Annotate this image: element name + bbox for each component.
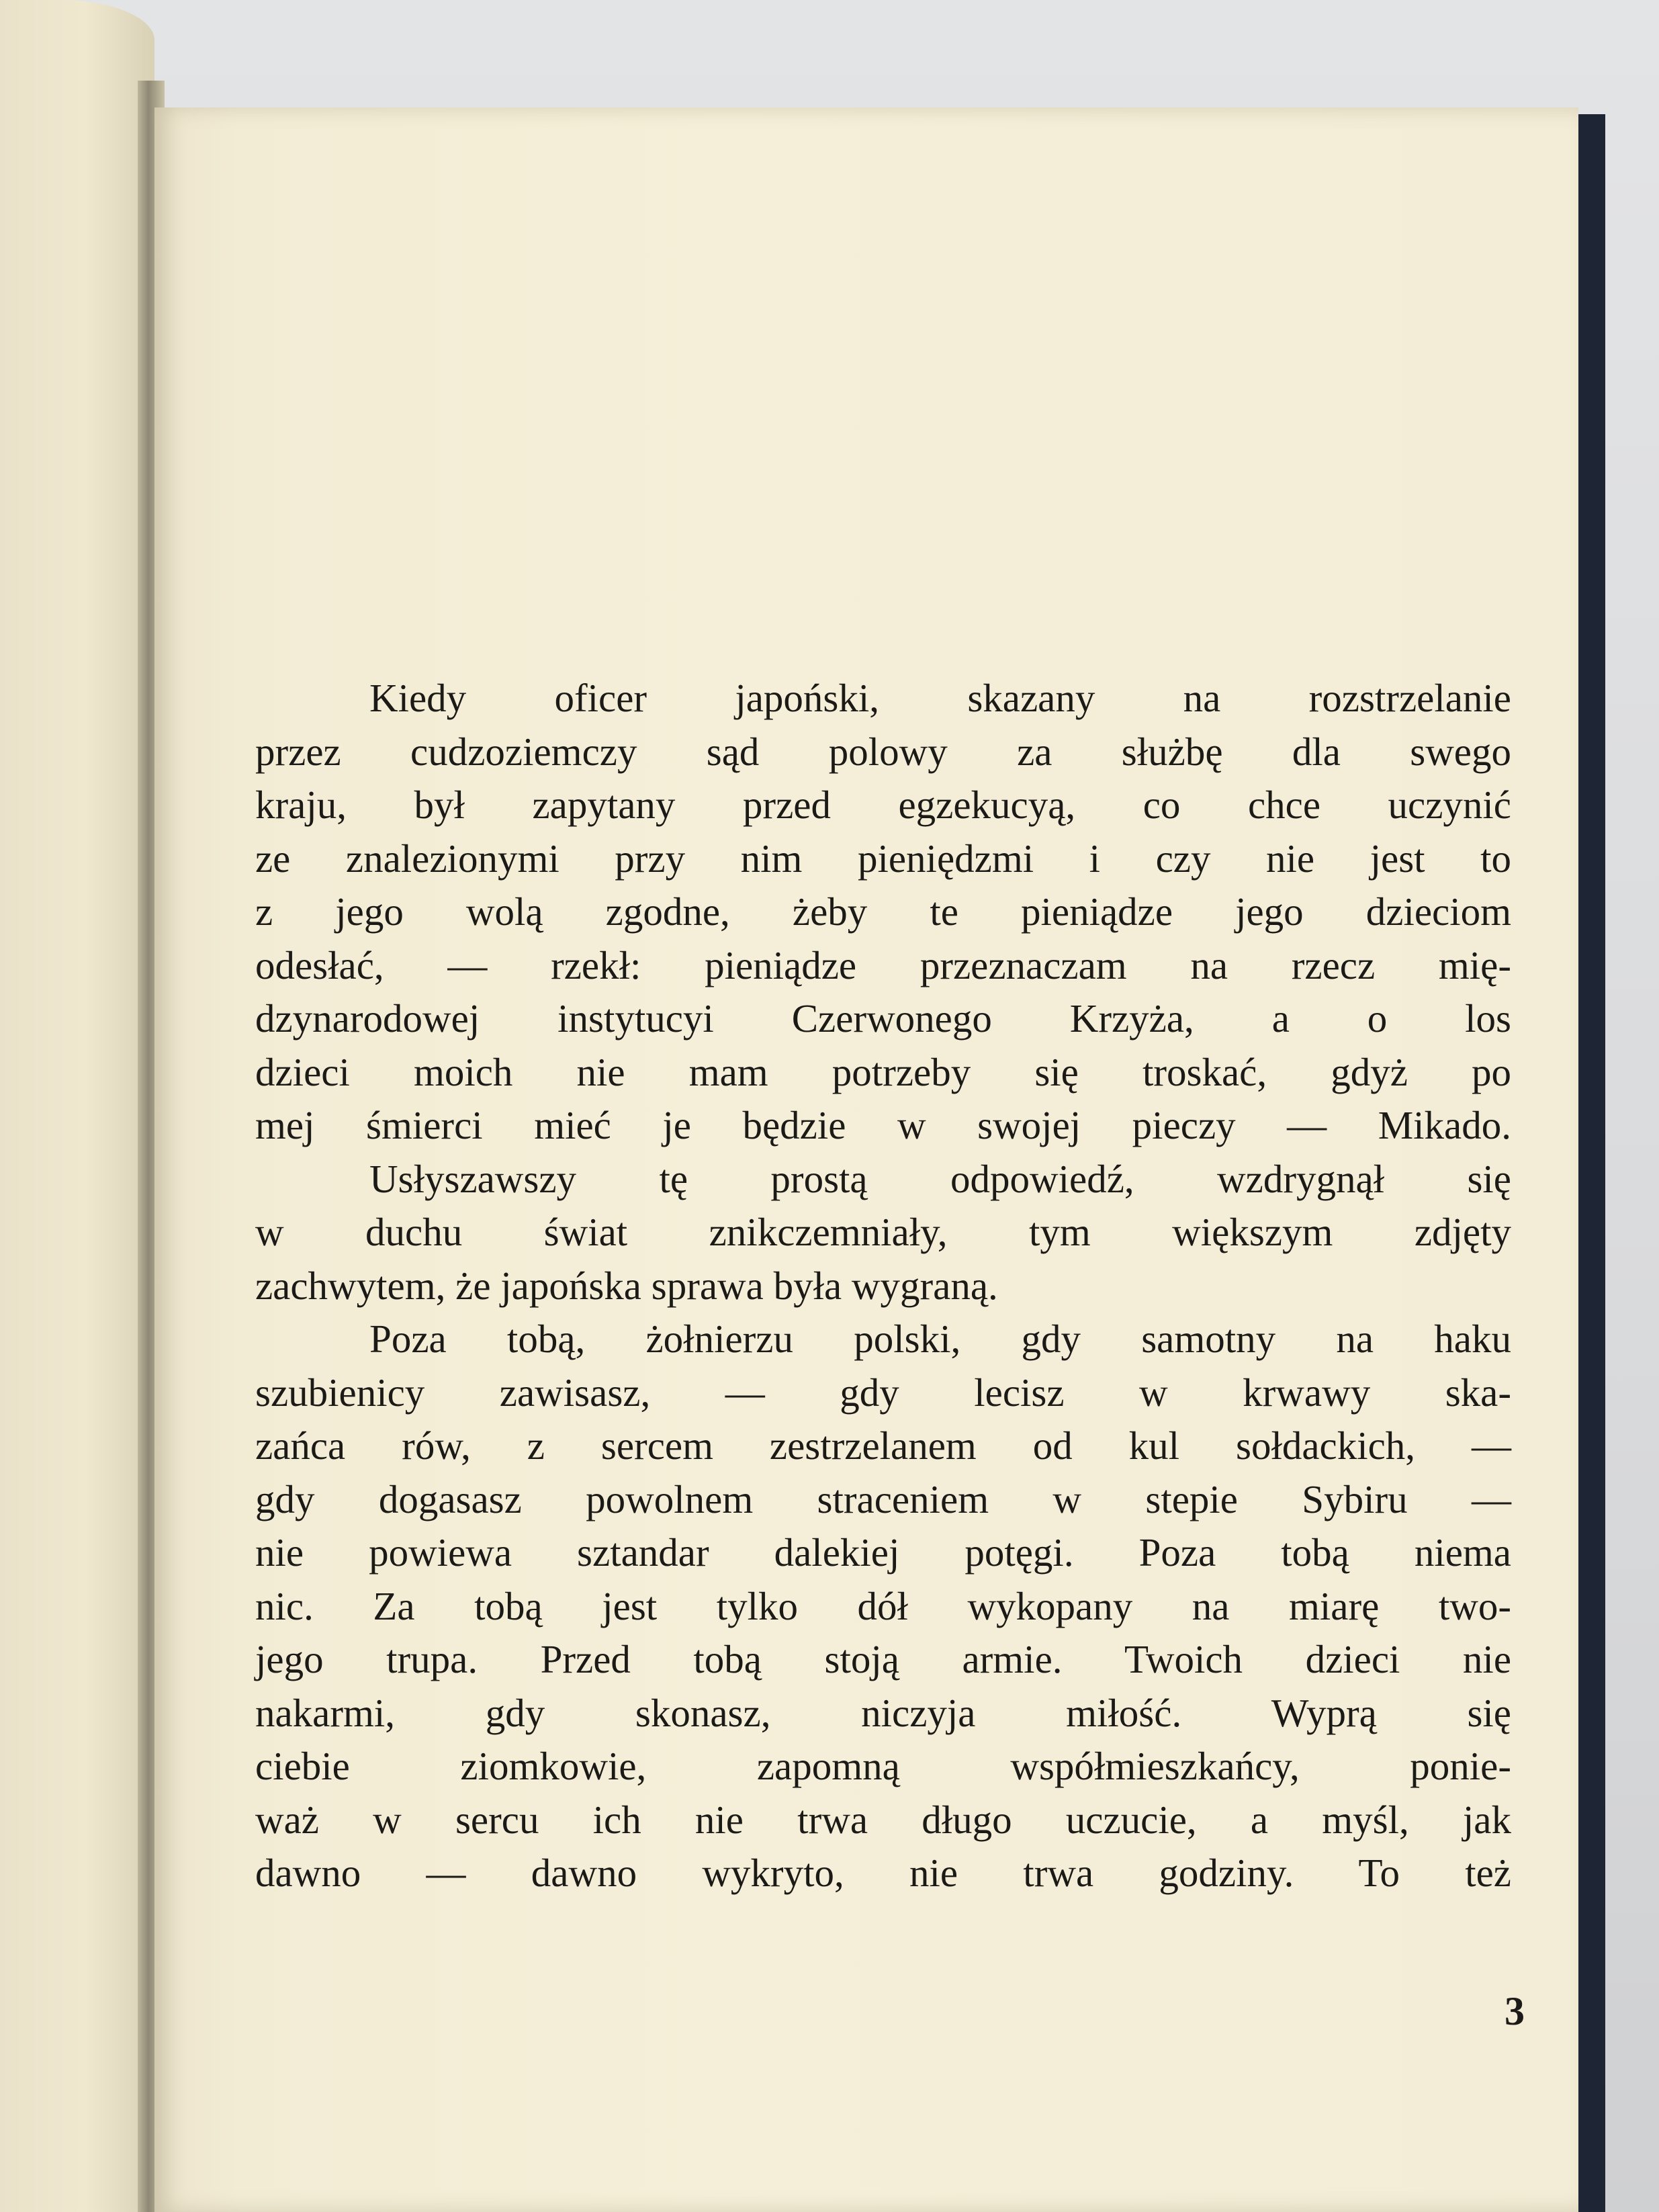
text-line: ciebie ziomkowie, zapomną współmieszkańcy, ponie- [255,1744,1511,1788]
text-line: nakarmi, gdy skonasz, niczyja miłość. Wyprą się [255,1690,1511,1735]
text-line: ze znalezionymi przy nim pieniędzmi i czy nie jest to [255,836,1511,881]
text-line: Usłyszawszy tę prostą odpowiedź, wzdrygnął się [369,1156,1511,1201]
paragraph-3 [255,1313,1511,1900]
text-line: odesłać, — rzekł: pieniądze przeznaczam na rzecz mię- [255,942,1511,987]
paragraph-1 [255,672,1511,1153]
book-page [154,107,1578,2212]
text-line: z jego wolą zgodne, żeby te pieniądze jego dzieciom [255,889,1511,934]
text-line: w duchu świat znikczemniały, tym większym zdjęty [255,1210,1511,1254]
text-line: nie powiewa sztandar dalekiej potęgi. Poza tobą niema [255,1530,1511,1575]
text-line: zańca rów, z sercem zestrzelanem od kul sołdackich, — [255,1423,1511,1468]
text-line: dzynarodowej instytucyi Czerwonego Krzyża, a o los [255,996,1511,1041]
text-line: jego trupa. Przed tobą stoją armie. Twoich dzieci nie [255,1637,1511,1681]
text-line: gdy dogasasz powolnem straceniem w stepie Sybiru — [255,1476,1511,1521]
text-line: Kiedy oficer japoński, skazany na rozstrzelanie [369,676,1511,720]
text-line: dzieci moich nie mam potrzeby się troskać, gdyż po [255,1049,1511,1094]
text-line: szubienicy zawisasz, — gdy lecisz w krwawy ska- [255,1370,1511,1415]
text-line: zachwytem, że japońska sprawa była wygraną. [255,1263,998,1308]
page-number: 3 [1505,1989,1525,2033]
page-text [255,672,1511,1900]
left-page-edge [0,0,154,2212]
text-line: mej śmierci mieć je będzie w swojej pieczy — Mikado. [255,1103,1511,1147]
text-line: kraju, był zapytany przed egzekucyą, co chce uczynić [255,783,1511,827]
text-line: przez cudzoziemczy sąd polowy za służbę dla swego [255,729,1511,774]
text-line: Poza tobą, żołnierzu polski, gdy samotny na haku [369,1317,1511,1361]
text-line: waż w sercu ich nie trwa długo uczucie, a myśl, jak [255,1797,1511,1842]
paragraph-2 [255,1153,1511,1313]
text-line: nic. Za tobą jest tylko dół wykopany na miarę two- [255,1583,1511,1628]
text-line: dawno — dawno wykryto, nie trwa godziny. To też [255,1851,1511,1895]
